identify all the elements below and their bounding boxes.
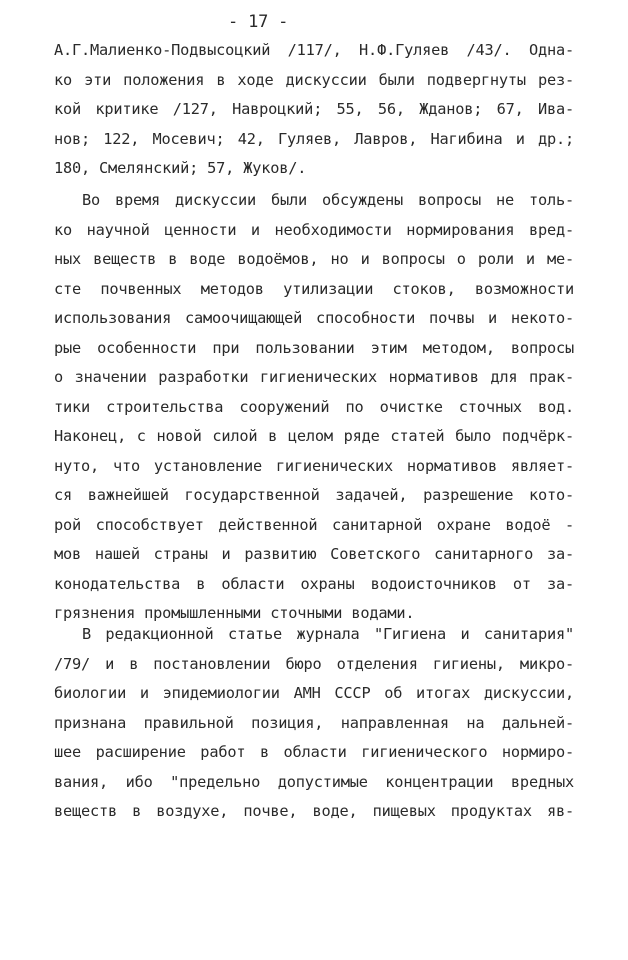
text-line: кой критике /127, Навроцкий; 55, 56, Жданов; 67, Ива- bbox=[54, 100, 574, 118]
text-line: грязнения промышленными сточными водами. bbox=[54, 604, 415, 622]
text-line: веществ в воздухе, почве, воде, пищевых продуктах яв- bbox=[54, 802, 574, 820]
text-line: А.Г.Малиенко-Подвысоцкий /117/, Н.Ф.Гуляев /43/. Одна- bbox=[54, 41, 574, 59]
text-line: вания, ибо "предельно допустимые концентрации вредных bbox=[54, 772, 574, 791]
text-line: конодательства в области охраны водоисточников от за- bbox=[54, 574, 574, 593]
text-line: тики строительства сооружений по очистке сточных вод. bbox=[54, 397, 574, 416]
text-line: шее расширение работ в области гигиенического нормиро- bbox=[54, 743, 574, 761]
text-line: рой способствует действенной санитарной охране водоё - bbox=[54, 515, 574, 534]
paragraph-1 bbox=[54, 36, 574, 184]
text-line: ко научной ценности и необходимости нормирования вред- bbox=[54, 220, 574, 239]
text-line: Наконец, с новой силой в целом ряде статей было подчёрк- bbox=[54, 427, 574, 445]
text-line: нов; 122, Мосевич; 42, Гуляев, Лавров, Нагибина и др.; bbox=[54, 129, 574, 148]
text-line: В редакционной статье журнала "Гигиена и санитария" bbox=[82, 625, 574, 643]
text-line: сте почвенных методов утилизации стоков, возможности bbox=[54, 279, 574, 298]
text-line: использования самоочищающей способности почвы и некото- bbox=[54, 309, 574, 327]
text-line: 180, Смелянский; 57, Жуков/. bbox=[54, 159, 307, 177]
text-line: о значении разработки гигиенических нормативов для прак- bbox=[54, 368, 574, 386]
text-line: мов нашей страны и развитию Советского санитарного за- bbox=[54, 545, 574, 563]
text-line: рые особенности при пользовании этим методом, вопросы bbox=[54, 338, 574, 357]
text-line: ко эти положения в ходе дискуссии были подвергнуты рез- bbox=[54, 70, 574, 89]
text-line: признана правильной позиция, направленная на дальней- bbox=[54, 713, 574, 732]
text-line: Во время дискуссии были обсуждены вопросы не толь- bbox=[82, 191, 574, 209]
text-line: /79/ и в постановлении бюро отделения гигиены, микро- bbox=[54, 654, 574, 673]
text-line: нуто, что установление гигиенических нормативов являет- bbox=[54, 456, 574, 475]
text-line: биологии и эпидемиологии АМН СССР об итогах дискуссии, bbox=[54, 684, 574, 702]
paragraph-3 bbox=[54, 620, 574, 827]
page-number: - 17 - bbox=[228, 12, 289, 32]
text-line: ных веществ в воде водоёмов, но и вопросы о роли и ме- bbox=[54, 250, 574, 268]
paragraph-2 bbox=[54, 186, 574, 629]
text-line: ся важнейшей государственной задачей, разрешение кото- bbox=[54, 486, 574, 504]
